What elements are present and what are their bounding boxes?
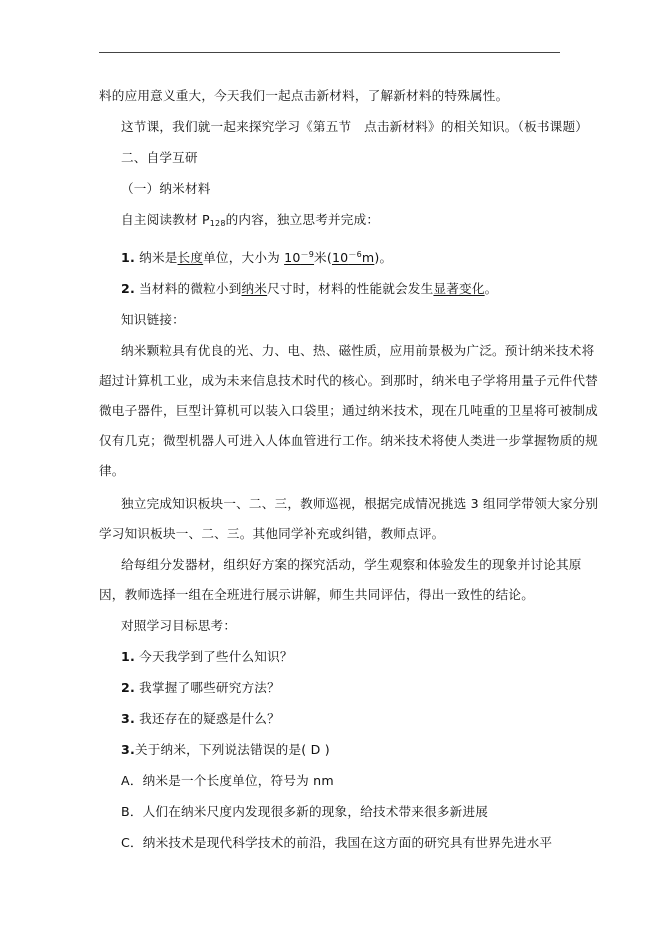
value2-base: 10 [331, 250, 349, 265]
question-2-number: 2. [121, 281, 135, 296]
subsection-title: （一）纳米材料 [121, 181, 211, 196]
question-2-text-c: 。 [484, 281, 498, 296]
knowledge-link-line: 律。 [99, 463, 125, 478]
header-rule [99, 52, 560, 53]
mcq-question [99, 736, 560, 763]
question-2-answer-nano: 纳米 [241, 281, 268, 296]
question-1-text-c: 米 [314, 250, 327, 265]
independent-line: 独立完成知识板块一、二、三，教师巡视，根据完成情况挑选 3 组同学带领大家分别 [121, 496, 599, 511]
value-base: 10 [284, 250, 301, 265]
knowledge-link-line: 超过计算机工业，成为未来信息技术时代的核心。到那时，纳米电子学将用量子元件代替 [99, 373, 598, 388]
reflect-item-text: 我还存在的疑惑是什么？ [134, 711, 280, 726]
paren-open: ( [326, 250, 332, 265]
reading-prefix: 自主阅读教材 P [121, 212, 210, 227]
reflect-item-number: 1. [121, 649, 135, 664]
reflect-item-text: 我掌握了哪些研究方法？ [134, 680, 280, 695]
question-2-text-a: 当材料的微粒小到 [134, 281, 242, 296]
question-1-text-a: 纳米是 [134, 250, 178, 265]
mcq-stem: 关于纳米，下列说法错误的是( D ) [134, 742, 330, 757]
reading-suffix: 的内容，独立思考并完成： [225, 212, 380, 227]
mcq-number: 3. [121, 742, 135, 757]
document-body [99, 82, 599, 856]
reflect-item [99, 674, 560, 701]
question-1-answer-value-2 [332, 250, 374, 265]
reflect-item-number: 3. [121, 711, 135, 726]
reflect-item-text: 今天我学到了些什么知识？ [134, 649, 293, 664]
equipment-paragraph [99, 551, 582, 608]
reflect-item-number: 2. [121, 680, 135, 695]
mcq-option-b: B．人们在纳米尺度内发现很多新的现象，给技术带来很多新进展 [121, 804, 489, 819]
paren-close: )。 [374, 250, 393, 265]
question-1 [99, 241, 560, 271]
equipment-line: 给每组分发器材，组织好方案的探究活动，学生观察和体验发生的现象并讨论其原 [121, 557, 582, 572]
independent-paragraph [99, 490, 599, 547]
reflect-item [99, 705, 560, 732]
question-2-answer-change: 显著变化 [433, 281, 485, 296]
question-1-answer-value [284, 250, 314, 265]
equipment-line: 因，教师选择一组在全班进行展示讲解，师生共同评估，得出一致性的结论。 [99, 587, 534, 602]
question-2 [99, 275, 560, 302]
question-1-answer-unit: 长度 [177, 250, 204, 265]
knowledge-link-line: 纳米颗粒具有优良的光、力、电、热、磁性质，应用前景极为广泛。预计纳米技术将 [121, 343, 595, 358]
lesson-line: 这节课，我们就一起来探究学习《第五节 点击新材料》的相关知识。（板书课题） [121, 119, 589, 134]
mcq-option-c: C．纳米技术是现代科学技术的前沿，我国在这方面的研究具有世界先进水平 [121, 835, 553, 850]
question-2-text-b: 尺寸时，材料的性能就会发生 [267, 281, 434, 296]
mcq-option-a: A．纳米是一个长度单位，符号为 nm [121, 773, 334, 788]
reflect-title: 对照学习目标思考： [121, 618, 237, 633]
reading-page-number: 128 [209, 219, 226, 228]
knowledge-link-line: 仅有几克；微型机器人可进入人体血管进行工作。纳米技术将使人类进一步掌握物质的规 [99, 433, 598, 448]
independent-line: 学习知识板块一、二、三。其他同学补充或纠错，教师点评。 [99, 526, 445, 541]
intro-line: 料的应用意义重大，今天我们一起点击新材料，了解新材料的特殊属性。 [99, 88, 509, 103]
reading-instruction [99, 206, 560, 237]
value-exponent: －9 [300, 250, 315, 259]
knowledge-link-line: 微电子器件，巨型计算机可以装入口袋里；通过纳米技术，现在几吨重的卫星将可被制成 [99, 403, 598, 418]
question-1-number: 1. [121, 250, 135, 265]
question-1-text-b: 单位，大小为 [203, 250, 285, 265]
reflect-item [99, 643, 560, 670]
knowledge-link-title: 知识链接： [121, 312, 185, 327]
knowledge-link-paragraph [99, 337, 598, 484]
value2-exponent: －6 [348, 250, 362, 259]
section-title: 二、自学互研 [121, 150, 198, 165]
value2-unit: m [361, 250, 375, 265]
